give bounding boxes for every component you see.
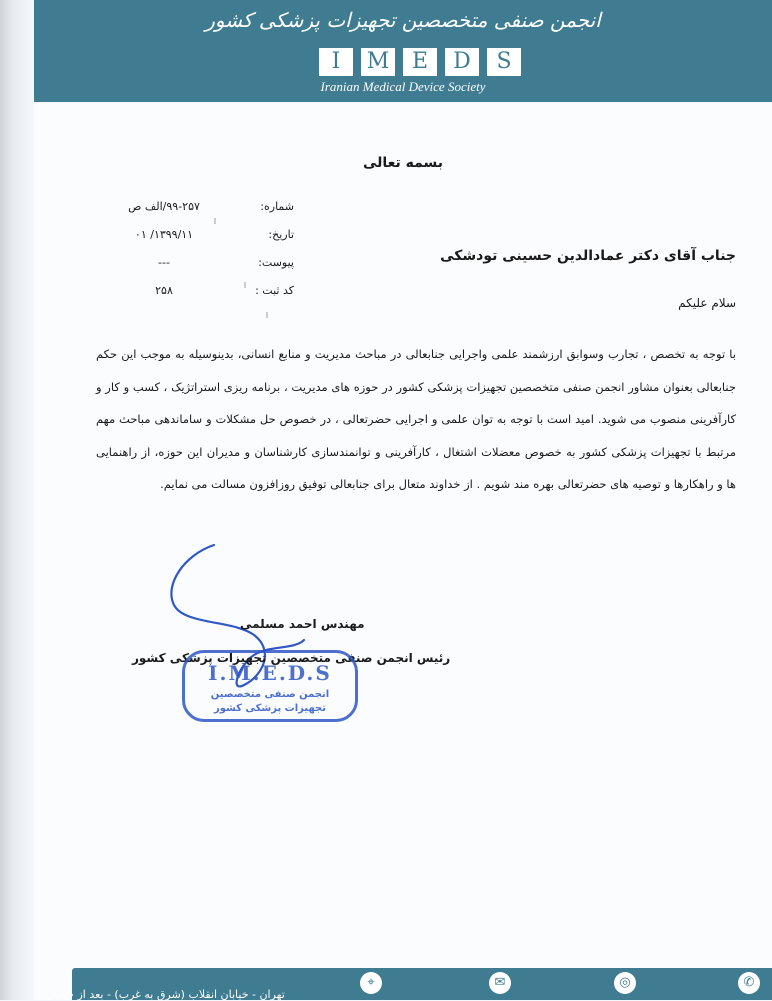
meta-label: شماره: xyxy=(260,199,294,213)
meta-value: --- xyxy=(158,255,170,269)
meta-value: ۲۵۸ xyxy=(155,283,173,297)
logo-letter: D xyxy=(445,48,479,76)
imeds-logo xyxy=(319,48,521,76)
letter-page xyxy=(34,0,772,1000)
stamp-text-en: I.M.E.D.S xyxy=(208,661,332,685)
logo-letter: M xyxy=(361,48,395,76)
scan-speck xyxy=(266,312,268,318)
org-name-en: Iranian Medical Device Society xyxy=(320,79,486,94)
greeting: سلام علیکم xyxy=(678,296,736,310)
location-icon: ⌖ xyxy=(360,972,382,994)
meta-label: تاریخ: xyxy=(268,227,294,241)
meta-row-number xyxy=(94,192,294,220)
logo-letter: S xyxy=(487,48,521,76)
signer-name: مهندس احمد مسلمی xyxy=(240,617,365,631)
signer-title: رئیس انجمن صنفی متخصصین تجهیزات پزشکی کشور xyxy=(132,651,451,665)
org-name-fa: انجمن صنفی متخصصین تجهیزات پزشکی کشور xyxy=(205,8,601,32)
scan-speck xyxy=(214,218,216,224)
meta-value: ۱۳۹۹/۱۱/ ۰۱ xyxy=(134,227,194,241)
stamp-text-fa: تجهیزات پزشکی کشور xyxy=(213,703,327,714)
bismillah: بسمه تعالی xyxy=(362,155,444,171)
letterhead xyxy=(34,0,772,102)
letter-meta xyxy=(94,192,294,304)
addressee: جناب آقای دکتر عمادالدین حسینی تودشکی xyxy=(440,248,736,264)
meta-label: پیوست: xyxy=(258,255,294,269)
footer-address: تهران - خیابان انقلاب (شرق به غرب) - بعد از خیابان xyxy=(46,988,285,1001)
official-stamp xyxy=(182,650,358,722)
globe-icon: ◎ xyxy=(614,972,636,994)
meta-label: کد ثبت : xyxy=(255,283,294,297)
scan-shadow xyxy=(0,0,34,1000)
letter-body: با توجه به تخصص ، تجارب وسوابق ارزشمند علمی واجرایی جنابعالی در مباحث مدیریت و منابع انسانی، بدینوسیله به موجب این حکم جنابعالی بعنوان مشاور انجمن صنفی متخصصین تجهیزات پزشکی کشور در حوزه های مدیریت ، برنامه ریزی استراتژیک ، کسب و کار و کارآفرینی منصوب می شوید. امید است با توجه به توان علمی و اجرایی حضرتعالی ، در خصوص حل مشکلات و ساماندهی مباحث مهم مرتبط با تجهیزات پزشکی کشور به خصوص معضلات اشتغال ، کارآفرینی و توانمندسازی کارشناسان و مدیران این حوزه، از راهنمایی ها و راهکارها و توصیه های حضرتعالی بهره مند شویم . از خداوند متعال برای جنابعالی توفیق روزافزون مسالت می نمایم. xyxy=(96,347,736,491)
scan-speck xyxy=(244,282,246,288)
email-icon: ✉ xyxy=(489,972,511,994)
phone-icon: ✆ xyxy=(738,972,760,994)
meta-row-registration xyxy=(94,276,294,304)
meta-row-date xyxy=(94,220,294,248)
logo-letter: E xyxy=(403,48,437,76)
logo-letter: I xyxy=(319,48,353,76)
meta-value: ۹۹-۲۵۷/الف ص xyxy=(128,199,200,213)
stamp-text-fa: انجمن صنفی متخصصین xyxy=(210,689,330,700)
meta-row-attachment xyxy=(94,248,294,276)
